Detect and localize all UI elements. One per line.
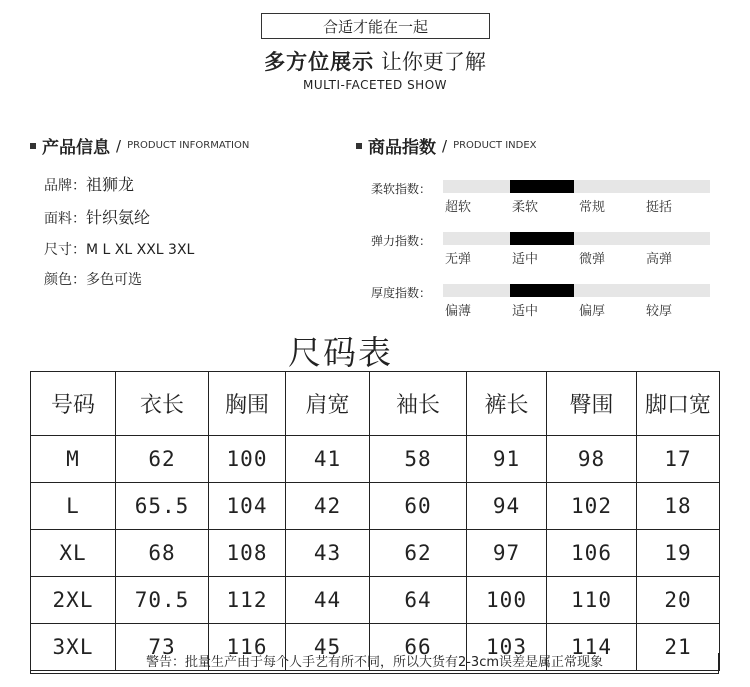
divider-slash: / [442,136,448,155]
softness-option: 超软 [445,200,472,215]
header-cell: 肩宽 [286,372,370,436]
thickness-option: 偏厚 [579,304,606,319]
info-label: 面料： [44,211,86,227]
table-cell: 64 [370,577,467,624]
table-cell: 3XL [31,624,116,671]
table-cell: 103 [467,624,547,671]
table-cell: 70.5 [116,577,209,624]
table-cell: 62 [370,530,467,577]
info-label: 颜色： [44,272,86,288]
product-info-title-en: PRODUCT INFORMATION [127,140,250,151]
table-cell: 2XL [31,577,116,624]
table-cell: 43 [286,530,370,577]
info-value: 祖狮龙 [86,175,135,194]
softness-label: 柔软指数： [371,182,432,196]
info-row-brand [44,172,134,195]
softness-marker [510,180,574,193]
table-cell: 18 [637,483,720,530]
header-cell: 衣长 [116,372,209,436]
table-cell: 66 [370,624,467,671]
table-cell: 91 [467,436,547,483]
elasticity-marker [510,232,574,245]
headline [0,46,750,76]
header-cell: 号码 [31,372,116,436]
elasticity-option: 高弹 [646,252,673,267]
product-info-header [30,133,249,158]
info-label: 尺寸： [44,242,86,258]
table-cell: 106 [547,530,637,577]
softness-track [443,180,710,193]
product-index-title: 商品指数 [368,138,436,158]
table-cell: L [31,483,116,530]
product-index-header [356,133,537,158]
size-table [30,371,720,671]
warning-note: 警告：批量生产由于每个人手艺有所不同，所以大货有2-3cm误差是属正常现象 [30,653,719,674]
table-cell: 21 [637,624,720,671]
thickness-option: 偏薄 [445,304,472,319]
elasticity-track [443,232,710,245]
table-cell: 68 [116,530,209,577]
table-cell: 41 [286,436,370,483]
thickness-marker [510,284,574,297]
table-cell: 58 [370,436,467,483]
softness-option: 常规 [579,200,606,215]
table-cell: 104 [209,483,286,530]
bullet-square-icon [30,143,36,149]
header-cell: 脚口宽 [637,372,720,436]
table-cell: 110 [547,577,637,624]
size-chart-title: 尺码表 [288,333,393,372]
info-row-fabric [44,205,150,228]
headline-rest: 让你更了解 [374,50,486,74]
table-cell: 42 [286,483,370,530]
table-cell: 116 [209,624,286,671]
table-cell: 73 [116,624,209,671]
header-cell: 臀围 [547,372,637,436]
table-row [31,577,720,624]
table-cell: 97 [467,530,547,577]
table-cell: M [31,436,116,483]
elasticity-option: 无弹 [445,252,472,267]
table-cell: XL [31,530,116,577]
table-cell: 19 [637,530,720,577]
table-row [31,530,720,577]
table-cell: 100 [209,436,286,483]
table-cell: 114 [547,624,637,671]
table-cell: 100 [467,577,547,624]
table-cell: 20 [637,577,720,624]
table-cell: 98 [547,436,637,483]
bullet-square-icon [356,143,362,149]
table-cell: 60 [370,483,467,530]
subtitle: MULTI-FACETED SHOW [302,78,448,92]
table-header-row [31,372,720,436]
info-value: 多色可选 [86,272,142,288]
table-cell: 17 [637,436,720,483]
header-cell: 裤长 [467,372,547,436]
thickness-option: 较厚 [646,304,673,319]
header-cell: 胸围 [209,372,286,436]
thickness-track [443,284,710,297]
headline-bold: 多方位展示 [264,50,375,74]
divider-slash: / [116,136,122,155]
table-cell: 108 [209,530,286,577]
table-cell: 45 [286,624,370,671]
product-index-title-en: PRODUCT INDEX [453,140,537,151]
info-row-size [44,239,194,259]
product-info-title: 产品信息 [42,138,110,158]
info-value: 针织氨纶 [86,208,151,227]
tagline: 合适才能在一起 [322,17,428,36]
info-row-color [44,269,142,289]
table-cell: 102 [547,483,637,530]
softness-option: 柔软 [512,200,539,215]
thickness-label: 厚度指数： [371,286,432,300]
elasticity-option: 适中 [512,252,539,267]
table-row [31,483,720,530]
elasticity-option: 微弹 [579,252,606,267]
header-cell: 袖长 [370,372,467,436]
table-cell: 112 [209,577,286,624]
table-cell: 62 [116,436,209,483]
info-value: M L XL XXL 3XL [86,242,195,258]
elasticity-label: 弹力指数： [371,234,432,248]
table-cell: 65.5 [116,483,209,530]
softness-option: 挺括 [646,200,673,215]
thickness-option: 适中 [512,304,539,319]
table-row [31,436,720,483]
info-label: 品牌： [44,178,86,194]
tagline-box [261,13,490,39]
table-cell: 44 [286,577,370,624]
table-cell: 94 [467,483,547,530]
